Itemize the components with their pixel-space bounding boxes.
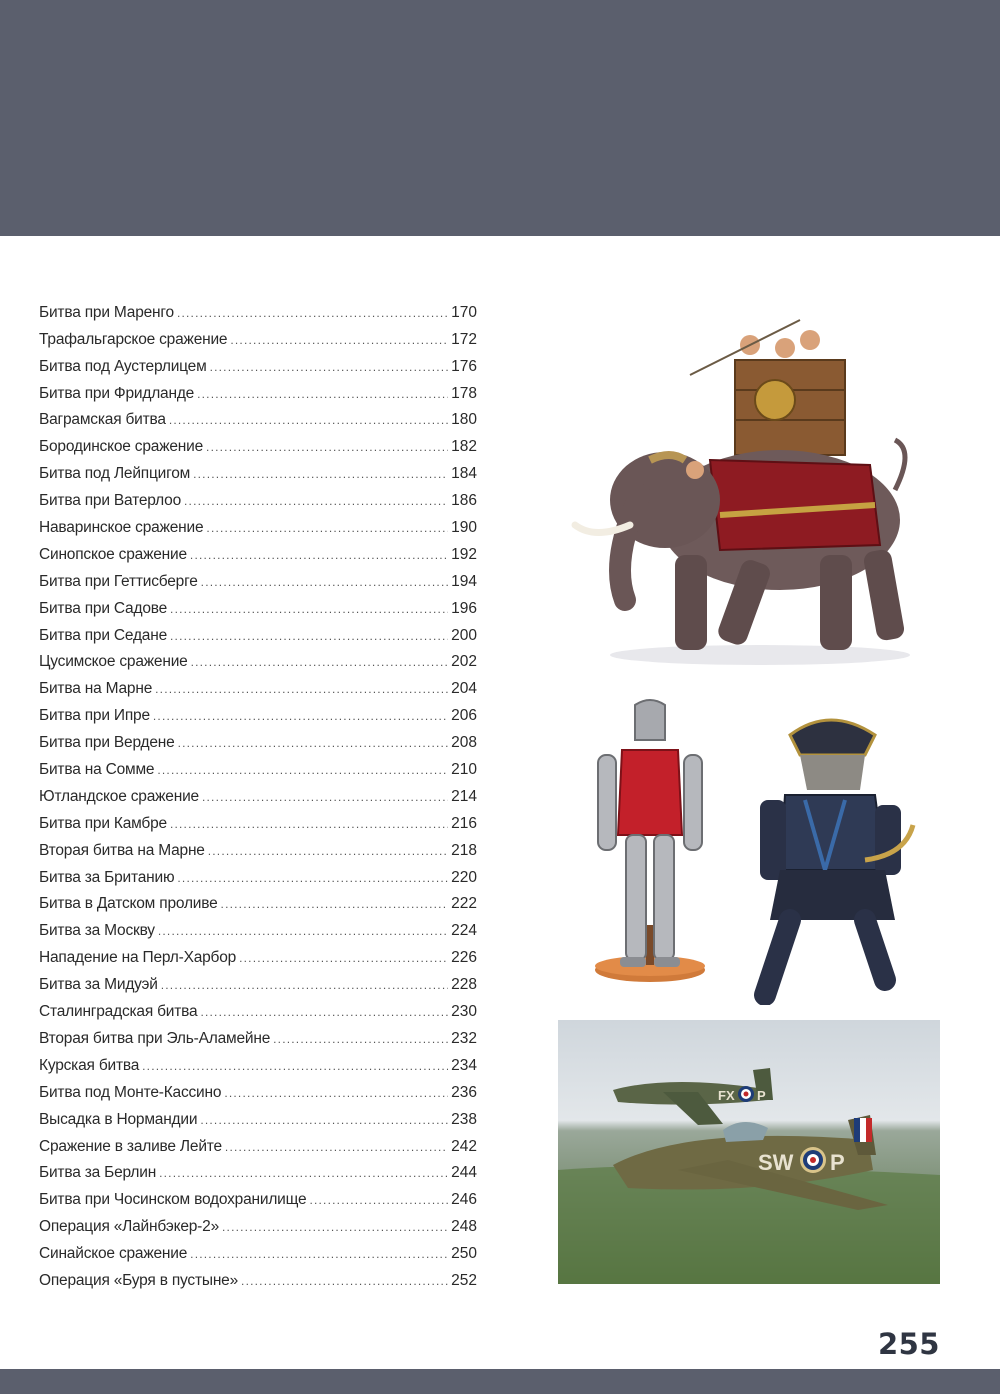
toc-entry[interactable] [39,753,477,780]
toc-dot-leader [224,1083,448,1103]
toc-entry[interactable] [39,995,477,1022]
top-color-band [0,0,1000,236]
toc-entry[interactable] [39,646,477,673]
toc-entry-title: Высадка в Нормандии [39,1110,198,1128]
toc-entry[interactable] [39,968,477,995]
toc-entry[interactable] [39,699,477,726]
toc-entry-title: Битва при Вердене [39,734,175,752]
toc-entry[interactable] [39,914,477,941]
toc-entry[interactable] [39,484,477,511]
toc-entry-page: 208 [451,734,477,752]
toc-entry-page: 176 [451,357,477,375]
toc-dot-leader [178,733,449,753]
toc-dot-leader [177,303,448,323]
toc-entry[interactable] [39,350,477,377]
toc-entry[interactable] [39,726,477,753]
bottom-color-band [0,1369,1000,1394]
toc-dot-leader [202,787,448,807]
toc-dot-leader [161,975,448,995]
toc-entry[interactable] [39,511,477,538]
toc-dot-leader [200,1110,448,1130]
toc-entry[interactable] [39,888,477,915]
toc-entry-title: Битва при Чосинском водохранилище [39,1191,307,1209]
toc-entry[interactable] [39,1103,477,1130]
toc-dot-leader [170,599,448,619]
toc-entry-title: Битва за Берлин [39,1164,157,1182]
table-of-contents [39,296,477,1291]
toc-entry-page: 232 [451,1029,477,1047]
toc-dot-leader [155,679,448,699]
toc-dot-leader [239,948,448,968]
toc-dot-leader [170,626,448,646]
toc-dot-leader [153,706,448,726]
toc-entry-page: 180 [451,411,477,429]
toc-entry-title: Битва за Мидуэй [39,976,158,994]
toc-dot-leader [190,545,448,565]
toc-entry-page: 220 [451,868,477,886]
toc-entry[interactable] [39,565,477,592]
toc-entry-page: 244 [451,1164,477,1182]
toc-entry-title: Битва за Британию [39,868,175,886]
toc-entry-title: Битва на Марне [39,680,153,698]
toc-entry[interactable] [39,1076,477,1103]
toc-entry[interactable] [39,1022,477,1049]
toc-entry[interactable] [39,377,477,404]
toc-dot-leader [206,518,448,538]
toc-entry-page: 178 [451,384,477,402]
toc-entry-page: 226 [451,949,477,967]
toc-dot-leader [169,410,448,430]
toc-entry-page: 214 [451,787,477,805]
toc-entry-title: Наваринское сражение [39,519,204,537]
toc-dot-leader [142,1056,448,1076]
toc-dot-leader [208,841,448,861]
toc-entry-page: 182 [451,438,477,456]
toc-entry[interactable] [39,430,477,457]
toc-dot-leader [273,1029,448,1049]
page-number: 255 [877,1327,940,1361]
toc-entry-title: Битва при Садове [39,599,168,617]
toc-dot-leader [193,464,448,484]
toc-entry[interactable] [39,296,477,323]
toc-entry[interactable] [39,1264,477,1291]
toc-entry-page: 252 [451,1271,477,1289]
toc-entry-page: 172 [451,330,477,348]
toc-entry-title: Курская битва [39,1056,140,1074]
toc-entry[interactable] [39,1237,477,1264]
toc-entry-title: Нападение на Перл-Харбор [39,949,237,967]
toc-entry-page: 202 [451,653,477,671]
toc-entry-title: Битва в Датском проливе [39,895,218,913]
toc-entry[interactable] [39,861,477,888]
toc-dot-leader [206,437,448,457]
toc-dot-leader [197,384,448,404]
toc-dot-leader [241,1271,448,1291]
toc-entry[interactable] [39,457,477,484]
toc-dot-leader [184,491,448,511]
toc-entry[interactable] [39,780,477,807]
toc-entry-title: Сражение в заливе Лейте [39,1137,222,1155]
toc-dot-leader [309,1190,448,1210]
toc-entry-title: Битва за Москву [39,922,155,940]
toc-dot-leader [201,572,448,592]
toc-entry-page: 216 [451,814,477,832]
toc-entry-title: Сталинградская битва [39,1003,198,1021]
knight-armor-illustration [590,695,710,990]
toc-dot-leader [210,357,449,377]
toc-entry[interactable] [39,619,477,646]
toc-entry-page: 234 [451,1056,477,1074]
toc-entry-page: 200 [451,626,477,644]
aircraft-marking-fx: FX [718,1088,735,1103]
toc-entry-title: Битва под Монте-Кассино [39,1083,222,1101]
toc-entry[interactable] [39,323,477,350]
samurai-armor-illustration [735,710,920,1005]
toc-dot-leader [158,921,448,941]
toc-entry-title: Ваграмская битва [39,411,166,429]
toc-dot-leader [177,868,448,888]
toc-entry-page: 224 [451,922,477,940]
toc-entry-page: 184 [451,465,477,483]
toc-entry-page: 238 [451,1110,477,1128]
toc-entry-title: Вторая битва при Эль-Аламейне [39,1029,271,1047]
toc-entry[interactable] [39,672,477,699]
toc-entry-title: Цусимское сражение [39,653,188,671]
toc-entry[interactable] [39,592,477,619]
toc-entry[interactable] [39,404,477,431]
toc-dot-leader [200,1002,448,1022]
toc-entry-title: Трафальгарское сражение [39,330,228,348]
toc-dot-leader [221,894,449,914]
toc-entry-title: Синопское сражение [39,545,187,563]
toc-entry-page: 210 [451,761,477,779]
toc-entry-page: 218 [451,841,477,859]
toc-entry-title: Бородинское сражение [39,438,204,456]
toc-entry-page: 196 [451,599,477,617]
toc-entry-page: 242 [451,1137,477,1155]
toc-entry-title: Битва при Ватерлоо [39,492,182,510]
toc-dot-leader [157,760,448,780]
toc-entry[interactable] [39,941,477,968]
toc-entry-title: Битва при Камбре [39,814,167,832]
toc-entry-page: 236 [451,1083,477,1101]
toc-dot-leader [191,652,449,672]
toc-entry[interactable] [39,1183,477,1210]
toc-entry-page: 204 [451,680,477,698]
toc-entry-page: 186 [451,492,477,510]
toc-entry-page: 194 [451,572,477,590]
fighter-aircraft-photo [558,1020,940,1284]
aircraft-marking-p-top: P [757,1088,766,1103]
toc-entry[interactable] [39,1049,477,1076]
toc-entry[interactable] [39,807,477,834]
toc-entry-page: 246 [451,1191,477,1209]
toc-entry-title: Битва при Геттисберге [39,572,198,590]
toc-entry-title: Синайское сражение [39,1245,188,1263]
toc-entry[interactable] [39,1130,477,1157]
toc-entry-title: Битва при Ипре [39,707,150,725]
toc-entry[interactable] [39,1157,477,1184]
toc-dot-leader [170,814,448,834]
toc-entry-page: 250 [451,1245,477,1263]
toc-entry-page: 192 [451,545,477,563]
toc-entry-page: 230 [451,1003,477,1021]
toc-entry-page: 222 [451,895,477,913]
toc-dot-leader [190,1244,448,1264]
toc-entry-title: Операция «Лайнбэкер-2» [39,1218,219,1236]
toc-entry[interactable] [39,834,477,861]
aircraft-marking-p-bottom: P [830,1150,845,1175]
toc-entry-title: Вторая битва на Марне [39,841,205,859]
toc-entry[interactable] [39,1210,477,1237]
toc-entry-title: Битва при Маренго [39,303,174,321]
toc-entry-page: 248 [451,1218,477,1236]
toc-entry-title: Операция «Буря в пустыне» [39,1271,239,1289]
toc-dot-leader [159,1163,448,1183]
toc-entry-title: Битва при Фридланде [39,384,195,402]
toc-entry-page: 206 [451,707,477,725]
aircraft-marking-sw: SW [758,1150,794,1175]
toc-dot-leader [225,1137,448,1157]
toc-entry-page: 190 [451,519,477,537]
toc-entry[interactable] [39,538,477,565]
war-elephant-illustration [570,300,915,670]
toc-entry-title: Битва при Седане [39,626,168,644]
toc-dot-leader [230,330,448,350]
toc-entry-title: Битва на Сомме [39,761,155,779]
toc-dot-leader [222,1217,448,1237]
toc-entry-page: 228 [451,976,477,994]
toc-entry-title: Ютландское сражение [39,787,199,805]
toc-entry-title: Битва под Лейпцигом [39,465,191,483]
toc-entry-title: Битва под Аустерлицем [39,357,207,375]
toc-entry-page: 170 [451,303,477,321]
